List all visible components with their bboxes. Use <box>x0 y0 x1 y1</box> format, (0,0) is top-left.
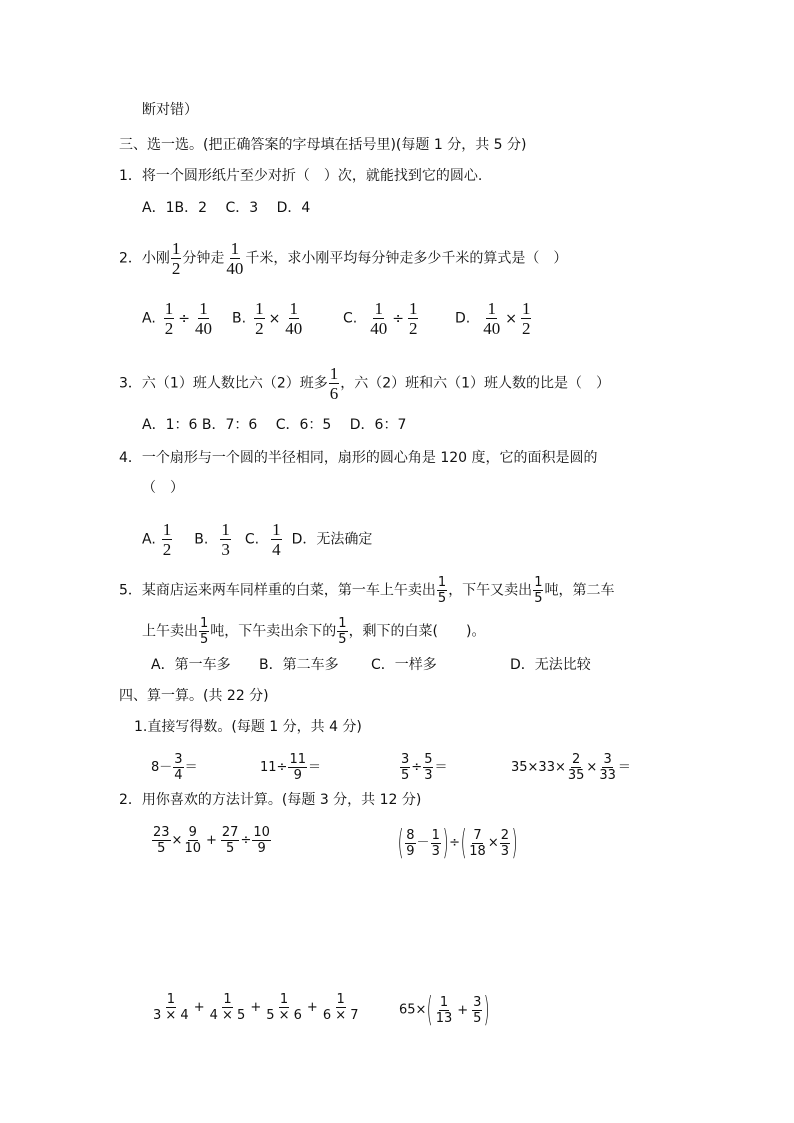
question-4-options: A. $\frac{1}{2}$ B. $\frac{1}{3}$ C. $\frac{1}{4}$ D．无法确定 <box>142 520 373 559</box>
section-three-title: 三、选一选。(把正确答案的字母填在括号里)(每题 1 分，共 5 分) <box>119 137 527 153</box>
question-1: 1．将一个圆形纸片至少对折（ ）次，就能找到它的圆心. <box>119 168 483 184</box>
expression-3: $\frac{1}{3 \times 4}$ + $\frac{1}{4 \times 5}$ + $\frac{1}{5 \times 6}$ + $\frac{1}{6 \times 7}$ <box>153 992 359 1023</box>
question-5-option-a: A．第一车多 <box>151 657 231 673</box>
question-4: 4．一个扇形与一个圆的半径相同，扇形的圆心角是 120 度，它的面积是圆的 <box>119 450 598 466</box>
subsection-1-title: 1.直接写得数。(每题 1 分，共 4 分) <box>134 719 362 735</box>
question-4-paren: （ ） <box>142 480 184 496</box>
calc-2: 11÷ $\frac{11}{9}$ ＝ <box>260 752 321 783</box>
calc-4: 35×33× $\frac{2}{35}$ × $\frac{3}{33}$ ＝ <box>511 752 631 783</box>
question-1-options: A．1B．2 C．3 D．4 <box>142 200 311 216</box>
question-5-option-c: C．一样多 <box>371 657 437 673</box>
question-2-option-a: A. $\frac{1}{2}$ ÷ $\frac{1}{40}$ <box>142 299 213 338</box>
q2-text-1: 2．小刚 <box>119 250 170 267</box>
question-5-line-2: 上午卖出 $\frac{1}{5}$ 吨，下午卖出余下的 $\frac{1}{5}$ ，剩下的白菜( )。 <box>142 616 486 647</box>
question-5-option-b: B．第二车多 <box>259 657 339 673</box>
question-5-option-d: D．无法比较 <box>510 657 591 673</box>
question-2-option-c: C. $\frac{1}{40}$ ÷ $\frac{1}{2}$ <box>343 299 418 338</box>
question-2 <box>119 240 567 277</box>
fraction: $\frac{1}{2}$ <box>171 239 181 278</box>
lead-text: 断对错） <box>142 102 198 118</box>
calc-1: 8－ $\frac{3}{4}$ ＝ <box>151 752 198 783</box>
section-four-title: 四、算一算。(共 22 分) <box>119 688 269 704</box>
expression-1: $\frac{23}{5}$ × $\frac{9}{10}$ + $\frac{27}{5}$ ÷ $\frac{10}{9}$ <box>153 825 270 856</box>
expression-2: ( $\frac{8}{9}$ － $\frac{1}{3}$ )÷( $\frac{7}{18}$ × $\frac{2}{3}$ ) <box>397 823 518 863</box>
q2-text-3: 千米，求小刚平均每分钟走多少千米的算式是（ ） <box>245 250 568 267</box>
question-2-option-d: D. $\frac{1}{40}$ × $\frac{1}{2}$ <box>455 299 531 338</box>
question-3: 3．六（1）班人数比六（2）班多 $\frac{1}{6}$ ，六（2）班和六（1）班人数的比是（ ） <box>119 364 611 403</box>
calc-3: $\frac{3}{5}$ ÷ $\frac{5}{3}$ ＝ <box>401 752 448 783</box>
subsection-2-title: 2．用你喜欢的方法计算。(每题 3 分，共 12 分) <box>119 792 422 808</box>
question-2-option-b: B. $\frac{1}{2}$ × $\frac{1}{40}$ <box>232 299 303 338</box>
question-3-options: A．1：6 B．7：6 C．6：5 D．6：7 <box>142 417 407 433</box>
question-5-line-1: 5．某商店运来两车同样重的白菜，第一车上午卖出 $\frac{1}{5}$ ，下午又卖出 $\frac{1}{5}$ 吨，第二车 <box>119 575 615 606</box>
expression-4: 65×( $\frac{1}{13}$ + $\frac{3}{5}$ ) <box>399 990 491 1030</box>
q2-text-2: 分钟走 <box>182 250 225 267</box>
fraction: $\frac{1}{40}$ <box>226 239 244 278</box>
